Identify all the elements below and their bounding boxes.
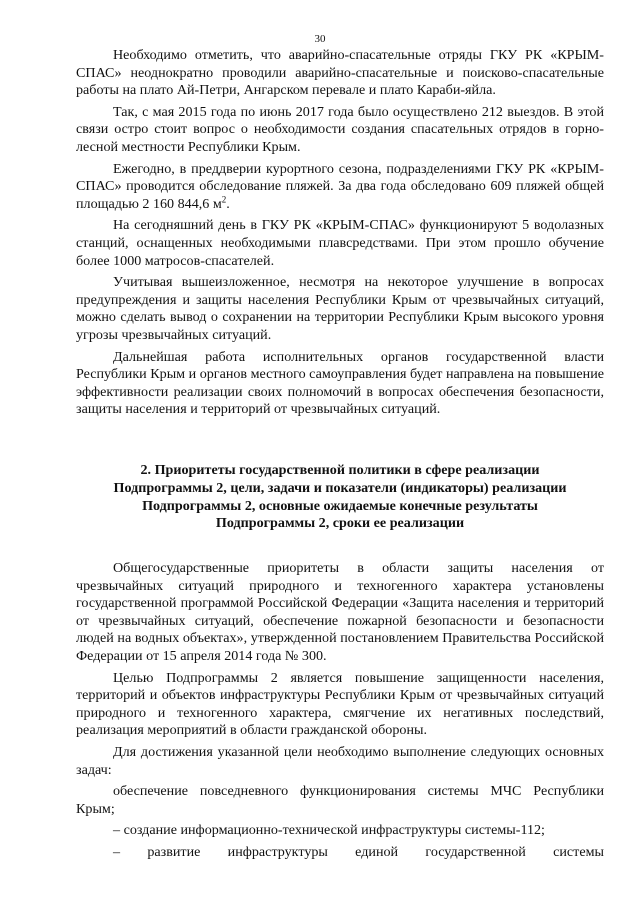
paragraph-subprogram-goal: Целью Подпрограммы 2 является повышение защищенности населения, территорий и объектов инфраструктуры Республики Крым от чрезвычайных ситуаций природного и техногенного характера, смягчение их негативных последствий, реализация мероприятий в области гражданской обороны. [76, 669, 604, 739]
section-2-body [76, 560, 604, 862]
paragraph-further-work: Дальнейшая работа исполнительных органов государственной власти Республики Крым и органов местного самоуправления будет направлена на повышение эффективности реализации своих полномочий в вопросах обеспечения безопасности, защиты населения и территорий от чрезвычайных ситуаций. [76, 348, 604, 418]
list-item-system-112: – создание информационно-технической инфраструктуры системы-112; [113, 822, 545, 839]
heading-line-2: Подпрограммы 2, цели, задачи и показатели (индикаторы) реализации [113, 479, 567, 496]
paragraph-tasks-intro: Для достижения указанной цели необходимо выполнение следующих основных задач: [76, 743, 604, 778]
heading-line-3: Подпрограммы 2, основные ожидаемые конечные результаты [142, 497, 538, 514]
section-1-body [76, 47, 604, 419]
paragraph-state-priorities: Общегосударственные приоритеты в области защиты населения от чрезвычайных ситуаций природного и техногенного характера установлены государственной программой Российской Федерации «Защита населения и территорий от чрезвычайных ситуаций, обеспечение пожарной безопасности и безопасности людей на водных объектах», утвержденной постановлением Правительства Российской Федерации от 15 апреля 2014 года № 300. [76, 560, 604, 664]
beach-survey-text: Ежегодно, в преддверии курортного сезона, подразделениями ГКУ РК «КРЫМ-СПАС» проводится обследование пляжей. За два года обследовано 609 пляжей общей площадью 2 160 844,6 м [76, 160, 604, 212]
paragraph-departures: Так, с мая 2015 года по июнь 2017 года было осуществлено 212 выездов. В этой связи остро стоит вопрос о необходимости создания спасательных отрядов в горно-лесной местности Республики Крым. [76, 103, 604, 155]
page-number: 30 [314, 33, 326, 45]
section-2-heading [76, 462, 604, 533]
paragraph-diving-stations: На сегодняшний день в ГКУ РК «КРЫМ-СПАС» функционируют 5 водолазных станций, оснащенных необходимыми плавсредствами. При этом прошло обучение более 1000 матросов-спасателей. [76, 217, 604, 269]
area-unit-superscript: 2 [221, 194, 227, 205]
list-item-mchs-functioning: обеспечение повседневного функционирования системы МЧС Республики Крым; [76, 783, 604, 817]
paragraph-rescue-operations: Необходимо отметить, что аварийно-спасательные отряды ГКУ РК «КРЫМ-СПАС» неоднократно проводили аварийно-спасательные и поисково-спасательные работы на плато Ай-Петри, Ангарском перевале и плато Караби-яйла. [76, 47, 604, 99]
beach-survey-end: . [226, 195, 230, 212]
paragraph-conclusion: Учитывая вышеизложенное, несмотря на некоторое улучшение в вопросах предупреждения и защиты населения Республики Крым от чрезвычайных ситуаций, можно сделать вывод о сохранении на территории Республики Крым высокого уровня угрозы чрезвычайных ситуаций. [76, 274, 604, 343]
heading-line-4: Подпрограммы 2, сроки ее реализации [215, 515, 465, 532]
list-item-infrastructure-development: – развитие инфраструктуры единой государственной системы [113, 843, 604, 860]
paragraph-beach-survey [76, 161, 604, 214]
heading-line-1: 2. Приоритеты государственной политики в сфере реализации [140, 462, 540, 478]
